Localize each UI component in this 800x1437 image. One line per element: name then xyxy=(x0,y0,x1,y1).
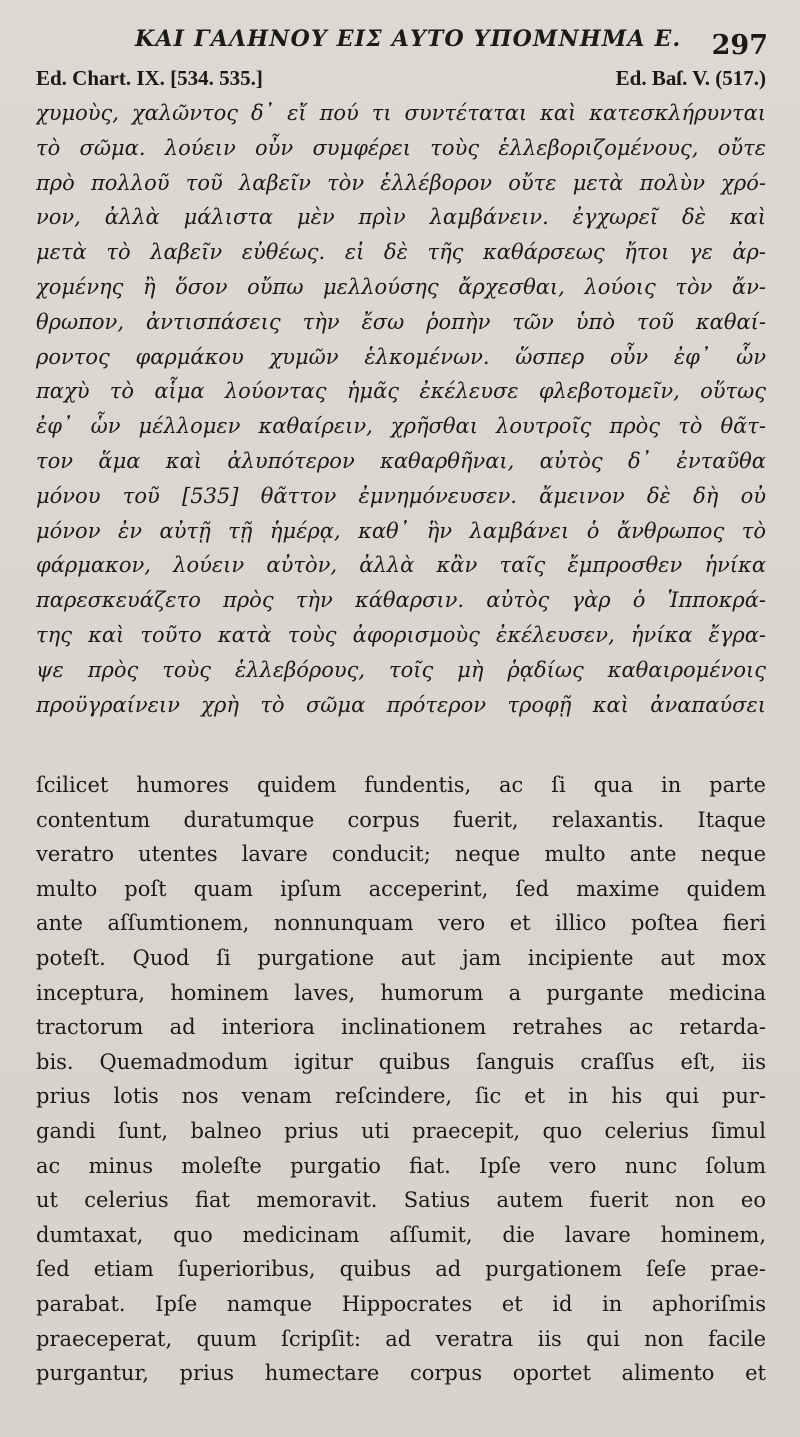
greek-line: χομένης ἢ ὅσον οὔπω μελλούσης ἄρχεσθαι, λούοις τὸν ἄν- xyxy=(36,274,766,299)
chartier-edition-reference: Ed. Chart. IX. [534. 535.] xyxy=(36,66,263,90)
page-number: 297 xyxy=(711,30,768,61)
greek-text-block xyxy=(36,96,766,722)
latin-line: ſed etiam ſuperioribus, quibus ad purgationem ſeſe prae- xyxy=(36,1257,766,1282)
greek-line: της καὶ τοῦτο κατὰ τοὺς ἀφορισμοὺς ἐκέλευσεν, ἡνίκα ἔγρα- xyxy=(36,622,766,647)
latin-line: parabat. Ipſe namque Hippocrates et id in aphoriſmis xyxy=(36,1291,766,1316)
greek-line: τὸ σῶμα. λούειν οὖν συμφέρει τοὺς ἑλλεβοριζομένους, οὔτε xyxy=(36,135,766,160)
latin-line: purgantur, prius humectare corpus oportet alimento et xyxy=(36,1361,766,1386)
latin-line: ſcilicet humores quidem fundentis, ac ſi qua in parte xyxy=(36,773,766,797)
greek-line: παρεσκευάζετο πρὸς τὴν κάθαρσιν. αὐτὸς γὰρ ὁ Ἱπποκρά- xyxy=(36,588,766,613)
greek-line: μετὰ τὸ λαβεῖν εὐθέως. εἰ δὲ τῆς καθάρσεως ἤτοι γε ἀρ- xyxy=(36,240,766,265)
latin-line: ac minus moleſte purgatio fiat. Ipſe vero nunc ſolum xyxy=(36,1153,766,1178)
basel-edition-reference: Ed. Baſ. V. (517.) xyxy=(615,66,766,90)
greek-line: φάρμακον, λούειν αὐτὸν, ἀλλὰ κἂν ταῖς ἔμπροσθεν ἡνίκα xyxy=(36,553,766,578)
greek-line: ροντος φαρμάκου χυμῶν ἑλκομένων. ὥσπερ οὖν ἐφ᾽ ὧν xyxy=(36,344,766,369)
running-title: ΚΑΙ ΓΑΛΗΝΟΥ ΕΙΣ ΑΥΤΟ ΥΠΟΜΝΗΜΑ Ε. xyxy=(135,26,682,52)
latin-text-block xyxy=(36,768,766,1391)
greek-line: παχὺ τὸ αἷμα λούοντας ἡμᾶς ἐκέλευσε φλεβοτομεῖν, οὕτως xyxy=(36,379,766,404)
latin-line: bis. Quemadmodum igitur quibus ſanguis craſſus eſt, iis xyxy=(36,1049,766,1074)
greek-line: πρὸ πολλοῦ τοῦ λαβεῖν τὸν ἑλλέβορον οὔτε μετὰ πολὺν χρό- xyxy=(36,170,766,195)
greek-line: χυμοὺς, χαλῶντος δ᾽ εἴ πού τι συντέταται καὶ κατεσκλήρυνται xyxy=(36,101,766,125)
greek-line: προϋγραίνειν χρὴ τὸ σῶμα πρότερον τροφῇ καὶ ἀναπαύσει xyxy=(36,692,766,717)
greek-line: θρωπον, ἀντισπάσεις τὴν ἔσω ῥοπὴν τῶν ὑπὸ τοῦ καθαί- xyxy=(36,309,766,334)
latin-line: gandi ſunt, balneo prius uti praecepit, quo celerius ſimul xyxy=(36,1118,766,1143)
running-head xyxy=(0,22,800,62)
latin-line: prius lotis nos venam reſcindere, ſic et in his qui pur- xyxy=(36,1084,766,1109)
latin-line: praeceperat, quum ſcripſit: ad veratra iis qui non facile xyxy=(36,1326,766,1351)
latin-line: ut celerius fiat memoravit. Satius autem fuerit non eo xyxy=(36,1188,766,1213)
greek-line: ἐφ᾽ ὧν μέλλομεν καθαίρειν, χρῆσθαι λουτροῖς πρὸς τὸ θᾶτ- xyxy=(36,414,766,439)
latin-line: tractorum ad interiora inclinationem retrahes ac retarda- xyxy=(36,1015,766,1040)
greek-line: νον, ἀλλὰ μάλιστα μὲν πρὶν λαμβάνειν. ἐγχωρεῖ δὲ καὶ xyxy=(36,205,766,230)
latin-line: inceptura, hominem laves, humorum a purgante medicina xyxy=(36,980,766,1005)
latin-line: multo poſt quam ipſum acceperint, ſed maxime quidem xyxy=(36,876,766,901)
greek-line: μόνου τοῦ [535] θᾶττον ἐμνημόνευσεν. ἄμεινον δὲ δὴ οὐ xyxy=(36,483,766,508)
latin-line: poteſt. Quod ſi purgatione aut jam incipiente aut mox xyxy=(36,945,766,970)
latin-line: contentum duratumque corpus fuerit, relaxantis. Itaque xyxy=(36,807,766,832)
greek-line: μόνον ἐν αὐτῇ τῇ ἡμέρᾳ, καθ᾽ ἣν λαμβάνει ὁ ἄνθρωπος τὸ xyxy=(36,518,766,543)
latin-line: dumtaxat, quo medicinam aſſumit, die lavare hominem, xyxy=(36,1222,766,1247)
greek-line: τον ἅμα καὶ ἀλυπότερον καθαρθῆναι, αὐτὸς δ᾽ ἐνταῦθα xyxy=(36,448,766,473)
greek-line: ψε πρὸς τοὺς ἑλλεβόρους, τοῖς μὴ ῥᾳδίως καθαιρομένοις xyxy=(36,657,766,682)
latin-line: ante aſſumtionem, nonnunquam vero et illico poſtea fieri xyxy=(36,911,766,936)
edition-reference-line xyxy=(36,66,766,96)
latin-line: veratro utentes lavare conducit; neque multo ante neque xyxy=(36,842,766,867)
